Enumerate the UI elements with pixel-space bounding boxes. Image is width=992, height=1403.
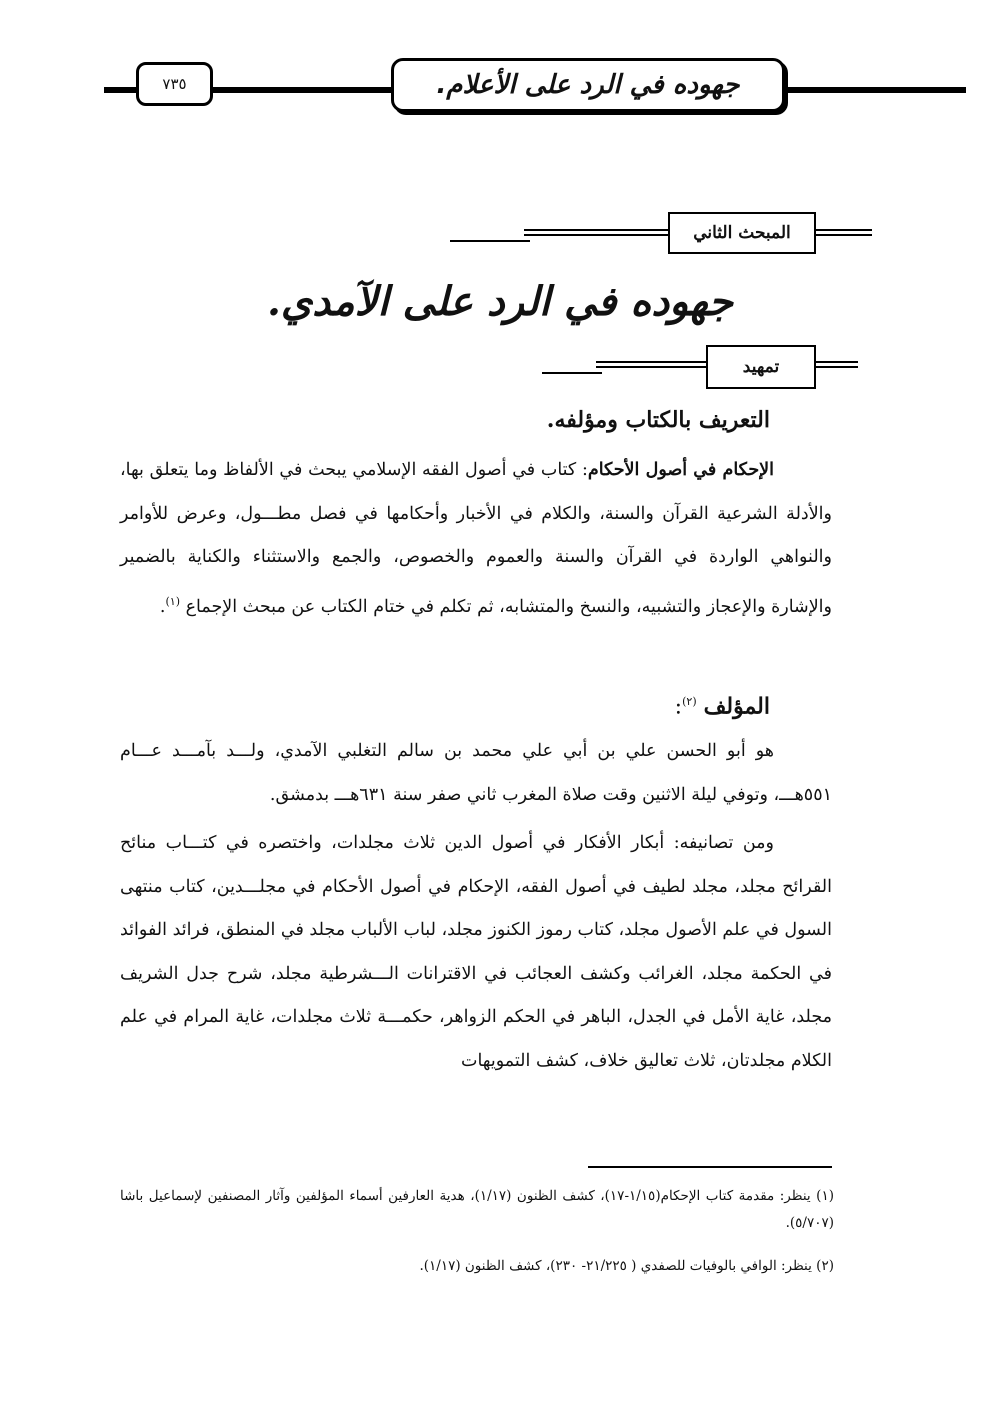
- footnote-mark-2: (٢): [682, 695, 697, 708]
- footnote-2: (٢) ينظر: الوافي بالوفيات للصفدي ( ٢١/٢٢٥- ٢٣٠)، كشف الظنون (١/١٧).: [419, 1258, 834, 1274]
- author-heading: [370, 682, 770, 727]
- header-rule-middle: [213, 87, 393, 93]
- subheading-book: التعريف بالكتاب ومؤلفه.: [546, 407, 770, 433]
- book-description: : كتاب في أصول الفقه الإسلامي يبحث في الألفاظ وما يتعلق بها، والأدلة الشرعية القرآن والسنة، والكلام في الأخبار وأحكامها في فصل مطـــول، وعرض للأوامر والنواهي الواردة في القرآن والسنة والعموم والخصوص، والجمع والاستثناء والكناية بالضمير والإشارة والإعجاز والتشبيه، والنسخ والمتشابه، ثم تكلم في ختام الكتاب عن مبحث الإجماع: [120, 460, 832, 617]
- intro-label: تمهيد: [706, 345, 816, 389]
- book-title-lead: الإحكام في أصول الأحكام: [587, 460, 774, 480]
- author-heading-colon: :: [674, 694, 683, 720]
- footnote-mark-1: (١): [165, 594, 180, 608]
- book-paragraph-end: .: [159, 596, 166, 617]
- works-paragraph: ومن تصانيفه: أبكار الأفكار في أصول الدين ثلاث مجلدات، واختصره في كتـــاب منائح القرائح مجلد، مجلد لطيف في أصول الفقه، الإحكام في أصول الأحكام في مجلـــدين، كتاب منتهى السول في علم الأصول مجلد، كتاب رموز الكنوز مجلد، لباب الألباب مجلد في المنطق، فرائد الفوائد في الحكمة مجلد، الغرائب وكشف العجائب في الاقترانات الـــشرطية مجلد، شرح جدل الشريف مجلد، غاية الأمل في الجدل، الباهر في الحكم الزواهر، حكمـــة ثلاث مجلدات، غاية المرام في علم الكلام مجلدتان، ثلاث تعاليق خلاف، كشف التمويهات: [120, 833, 832, 1071]
- intro-label-rule-right: [814, 361, 858, 368]
- section-label-rule-right: [814, 229, 872, 236]
- header-rule-right: [783, 87, 966, 93]
- intro-label-rule-outer: [542, 372, 602, 374]
- book-paragraph: [120, 449, 832, 629]
- header-rule-left: [104, 87, 140, 93]
- section-label-rule-outer: [450, 240, 530, 242]
- chapter-title: جهوده في الرد على الآمدي.: [267, 278, 733, 325]
- running-title: جهوده في الرد على الأعلام.: [391, 58, 785, 112]
- author-heading-label: المؤلف: [703, 693, 770, 720]
- intro-label-rule-inner: [596, 361, 708, 368]
- page-number: ٧٣٥: [136, 62, 213, 106]
- footnote-rule: [588, 1166, 832, 1168]
- section-label: المبحث الثاني: [668, 212, 816, 254]
- author-paragraph: هو أبو الحسن علي بن أبي علي محمد بن سالم التغلبي الآمدي، ولـــد بآمـــد عـــام ٥٥١هـــ، وتوفي ليلة الاثنين وقت صلاة المغرب ثاني صفر سنة ٦٣١هـــ بدمشق.: [120, 741, 832, 805]
- section-label-rule-inner: [524, 229, 670, 236]
- footnote-1: (١) ينظر: مقدمة كتاب الإحكام(١/١٥-١٧)، كشف الظنون (١/١٧)، هدية العارفين أسماء المؤلفين وآثار المصنفين لإسماعيل باشا (٥/٧٠٧).: [120, 1188, 834, 1231]
